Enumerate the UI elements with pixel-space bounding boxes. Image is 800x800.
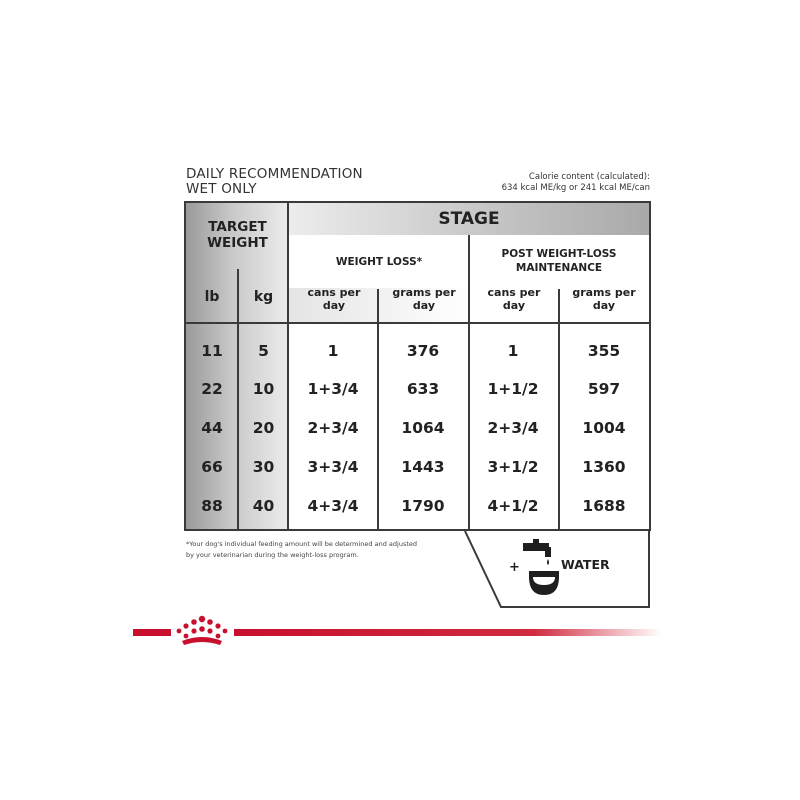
wl-cans-header: cans per day: [307, 286, 361, 312]
cell-m-grams: 1688: [582, 497, 626, 515]
cell-m-grams: 1004: [582, 419, 626, 437]
cell-wl-cans: 4+3/4: [307, 497, 359, 515]
cell-wl-cans: 1+3/4: [307, 380, 359, 398]
cell-wl-cans: 1: [327, 342, 339, 360]
cell-wl-grams: 1443: [401, 458, 445, 476]
m-grams-header: grams per day: [572, 286, 636, 312]
divider: [558, 289, 560, 531]
calorie-line2: 634 kcal ME/kg or 241 kcal ME/can: [501, 183, 650, 193]
heading-line2: WET ONLY: [186, 181, 257, 197]
wl-grams-header: grams per day: [392, 286, 456, 312]
cell-m-grams: 355: [587, 342, 621, 360]
cell-lb: 66: [201, 458, 223, 476]
stage-title: STAGE: [438, 209, 500, 229]
cell-wl-grams: 1064: [401, 419, 445, 437]
cell-lb: 88: [201, 497, 223, 515]
cell-wl-grams: 633: [406, 380, 440, 398]
cell-wl-grams: 1790: [401, 497, 445, 515]
heading-line1: DAILY RECOMMENDATION: [186, 166, 363, 182]
plus-sign: +: [509, 560, 520, 575]
brand-line-right: [234, 629, 662, 636]
cell-m-cans: 1+1/2: [487, 380, 539, 398]
cell-kg: 5: [258, 342, 269, 360]
cell-lb: 44: [201, 419, 223, 437]
m-cans-header: cans per day: [487, 286, 541, 312]
calorie-content: [502, 172, 650, 194]
cell-m-grams: 1360: [582, 458, 626, 476]
weight-loss-header: WEIGHT LOSS*: [335, 256, 423, 268]
water-label: WATER: [561, 557, 610, 572]
cell-m-grams: 597: [587, 380, 621, 398]
feeding-table: [184, 201, 651, 531]
cell-lb: 22: [201, 380, 223, 398]
brand-line-left: [133, 629, 171, 636]
calorie-line1: Calorie content (calculated):: [528, 172, 650, 182]
footnote-line2: by your veterinarian during the weight-loss program.: [186, 551, 359, 559]
cell-m-cans: 1: [507, 342, 519, 360]
water-panel: [463, 529, 651, 609]
maintenance-header: POST WEIGHT-LOSS MAINTENANCE: [501, 248, 617, 274]
divider: [237, 269, 239, 531]
unit-kg-header: kg: [253, 289, 274, 305]
cell-lb: 11: [201, 342, 223, 360]
cell-wl-cans: 2+3/4: [307, 419, 359, 437]
cell-kg: 10: [252, 380, 275, 398]
divider: [377, 289, 379, 531]
cell-kg: 40: [252, 497, 275, 515]
cell-m-cans: 2+3/4: [487, 419, 539, 437]
faucet-bowl-icon: [519, 537, 559, 597]
royal-canin-crown-logo: [172, 614, 232, 648]
header-divider: [186, 322, 651, 324]
cell-kg: 30: [252, 458, 275, 476]
cell-kg: 20: [252, 419, 275, 437]
unit-lb-header: lb: [204, 289, 220, 305]
footnote-line1: *Your dog's individual feeding amount will be determined and adjusted: [186, 540, 418, 548]
cell-wl-cans: 3+3/4: [307, 458, 359, 476]
target-weight-header: TARGET WEIGHT: [207, 219, 268, 251]
footnote: [186, 539, 456, 561]
cell-wl-grams: 376: [406, 342, 440, 360]
cell-m-cans: 3+1/2: [487, 458, 539, 476]
heading: [186, 167, 363, 197]
cell-m-cans: 4+1/2: [487, 497, 539, 515]
divider: [287, 203, 289, 531]
